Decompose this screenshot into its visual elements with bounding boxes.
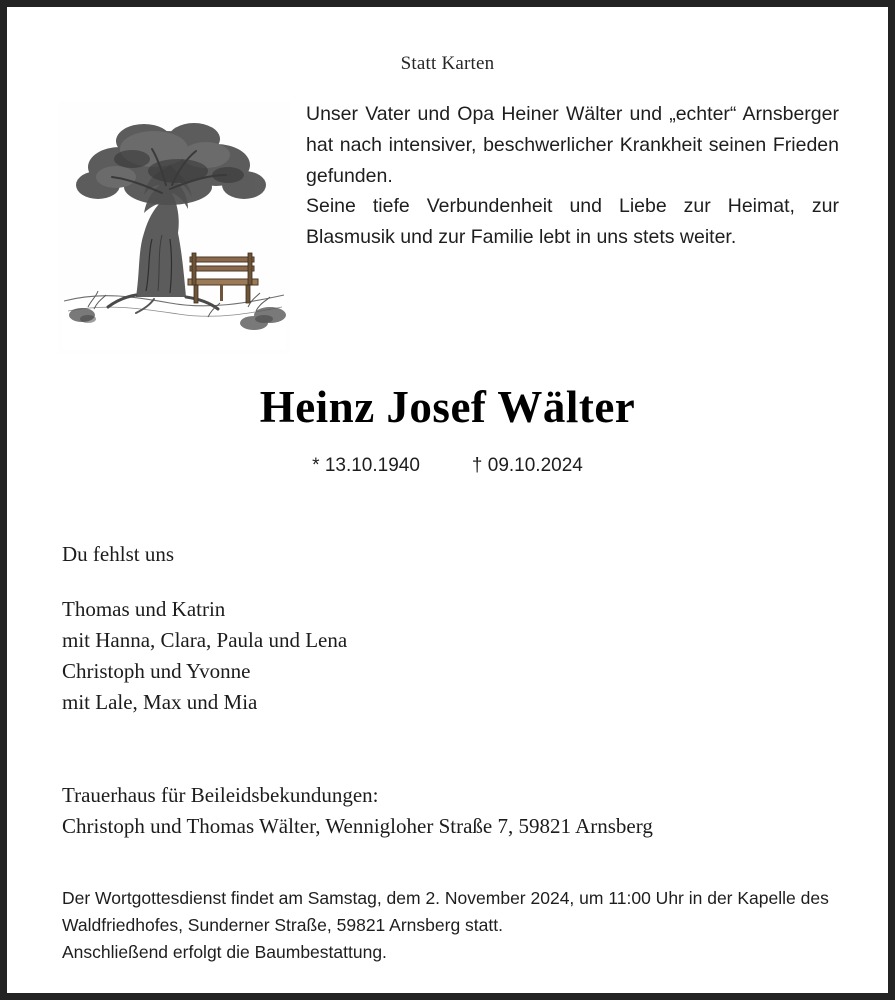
mourning-house-label: Trauerhaus für Beileidsbekundungen: (62, 783, 379, 808)
service-line: Anschließend erfolgt die Baumbestattung. (62, 941, 387, 962)
family-lead-text: Du fehlst uns (62, 542, 174, 566)
statt-karten-header: Statt Karten (400, 53, 495, 74)
mourning-house-section (53, 780, 842, 842)
life-dates (53, 455, 842, 477)
family-section (53, 539, 842, 718)
service-line: Der Wortgottesdienst findet am Samstag, dem 2. November 2024, um 11:00 Uhr in der Kapelle des Waldfriedhofes, Sunderner Straße, 59821 Arnsberg statt. (62, 887, 829, 935)
family-line: mit Hanna, Clara, Paula und Lena (62, 628, 348, 653)
obituary-inner (7, 7, 888, 993)
mourning-house-address: Christoph und Thomas Wälter, Wennigloher Straße 7, 59821 Arnsberg (62, 814, 653, 839)
death-date: † 09.10.2024 (471, 455, 583, 476)
family-line: Christoph und Yvonne (62, 659, 251, 684)
service-details-section (53, 885, 842, 966)
family-line: mit Lale, Max und Mia (62, 690, 258, 715)
intro-section (53, 97, 842, 353)
tree-with-bench-illustration (58, 101, 290, 353)
birth-date: * 13.10.1940 (312, 455, 420, 476)
family-line: Thomas und Katrin (62, 597, 226, 622)
intro-text (306, 97, 842, 253)
intro-paragraph-1: Unser Vater und Opa Heiner Wälter und „echter“ Arnsberger hat nach intensiver, beschwerlicher Krankheit seinen Frieden gefunden. (306, 103, 839, 187)
intro-paragraph-2: Seine tiefe Verbundenheit und Liebe zur Heimat, zur Blasmusik und zur Familie lebt in uns stets weiter. (306, 195, 839, 249)
deceased-name: Heinz Josef Wälter (259, 382, 636, 432)
